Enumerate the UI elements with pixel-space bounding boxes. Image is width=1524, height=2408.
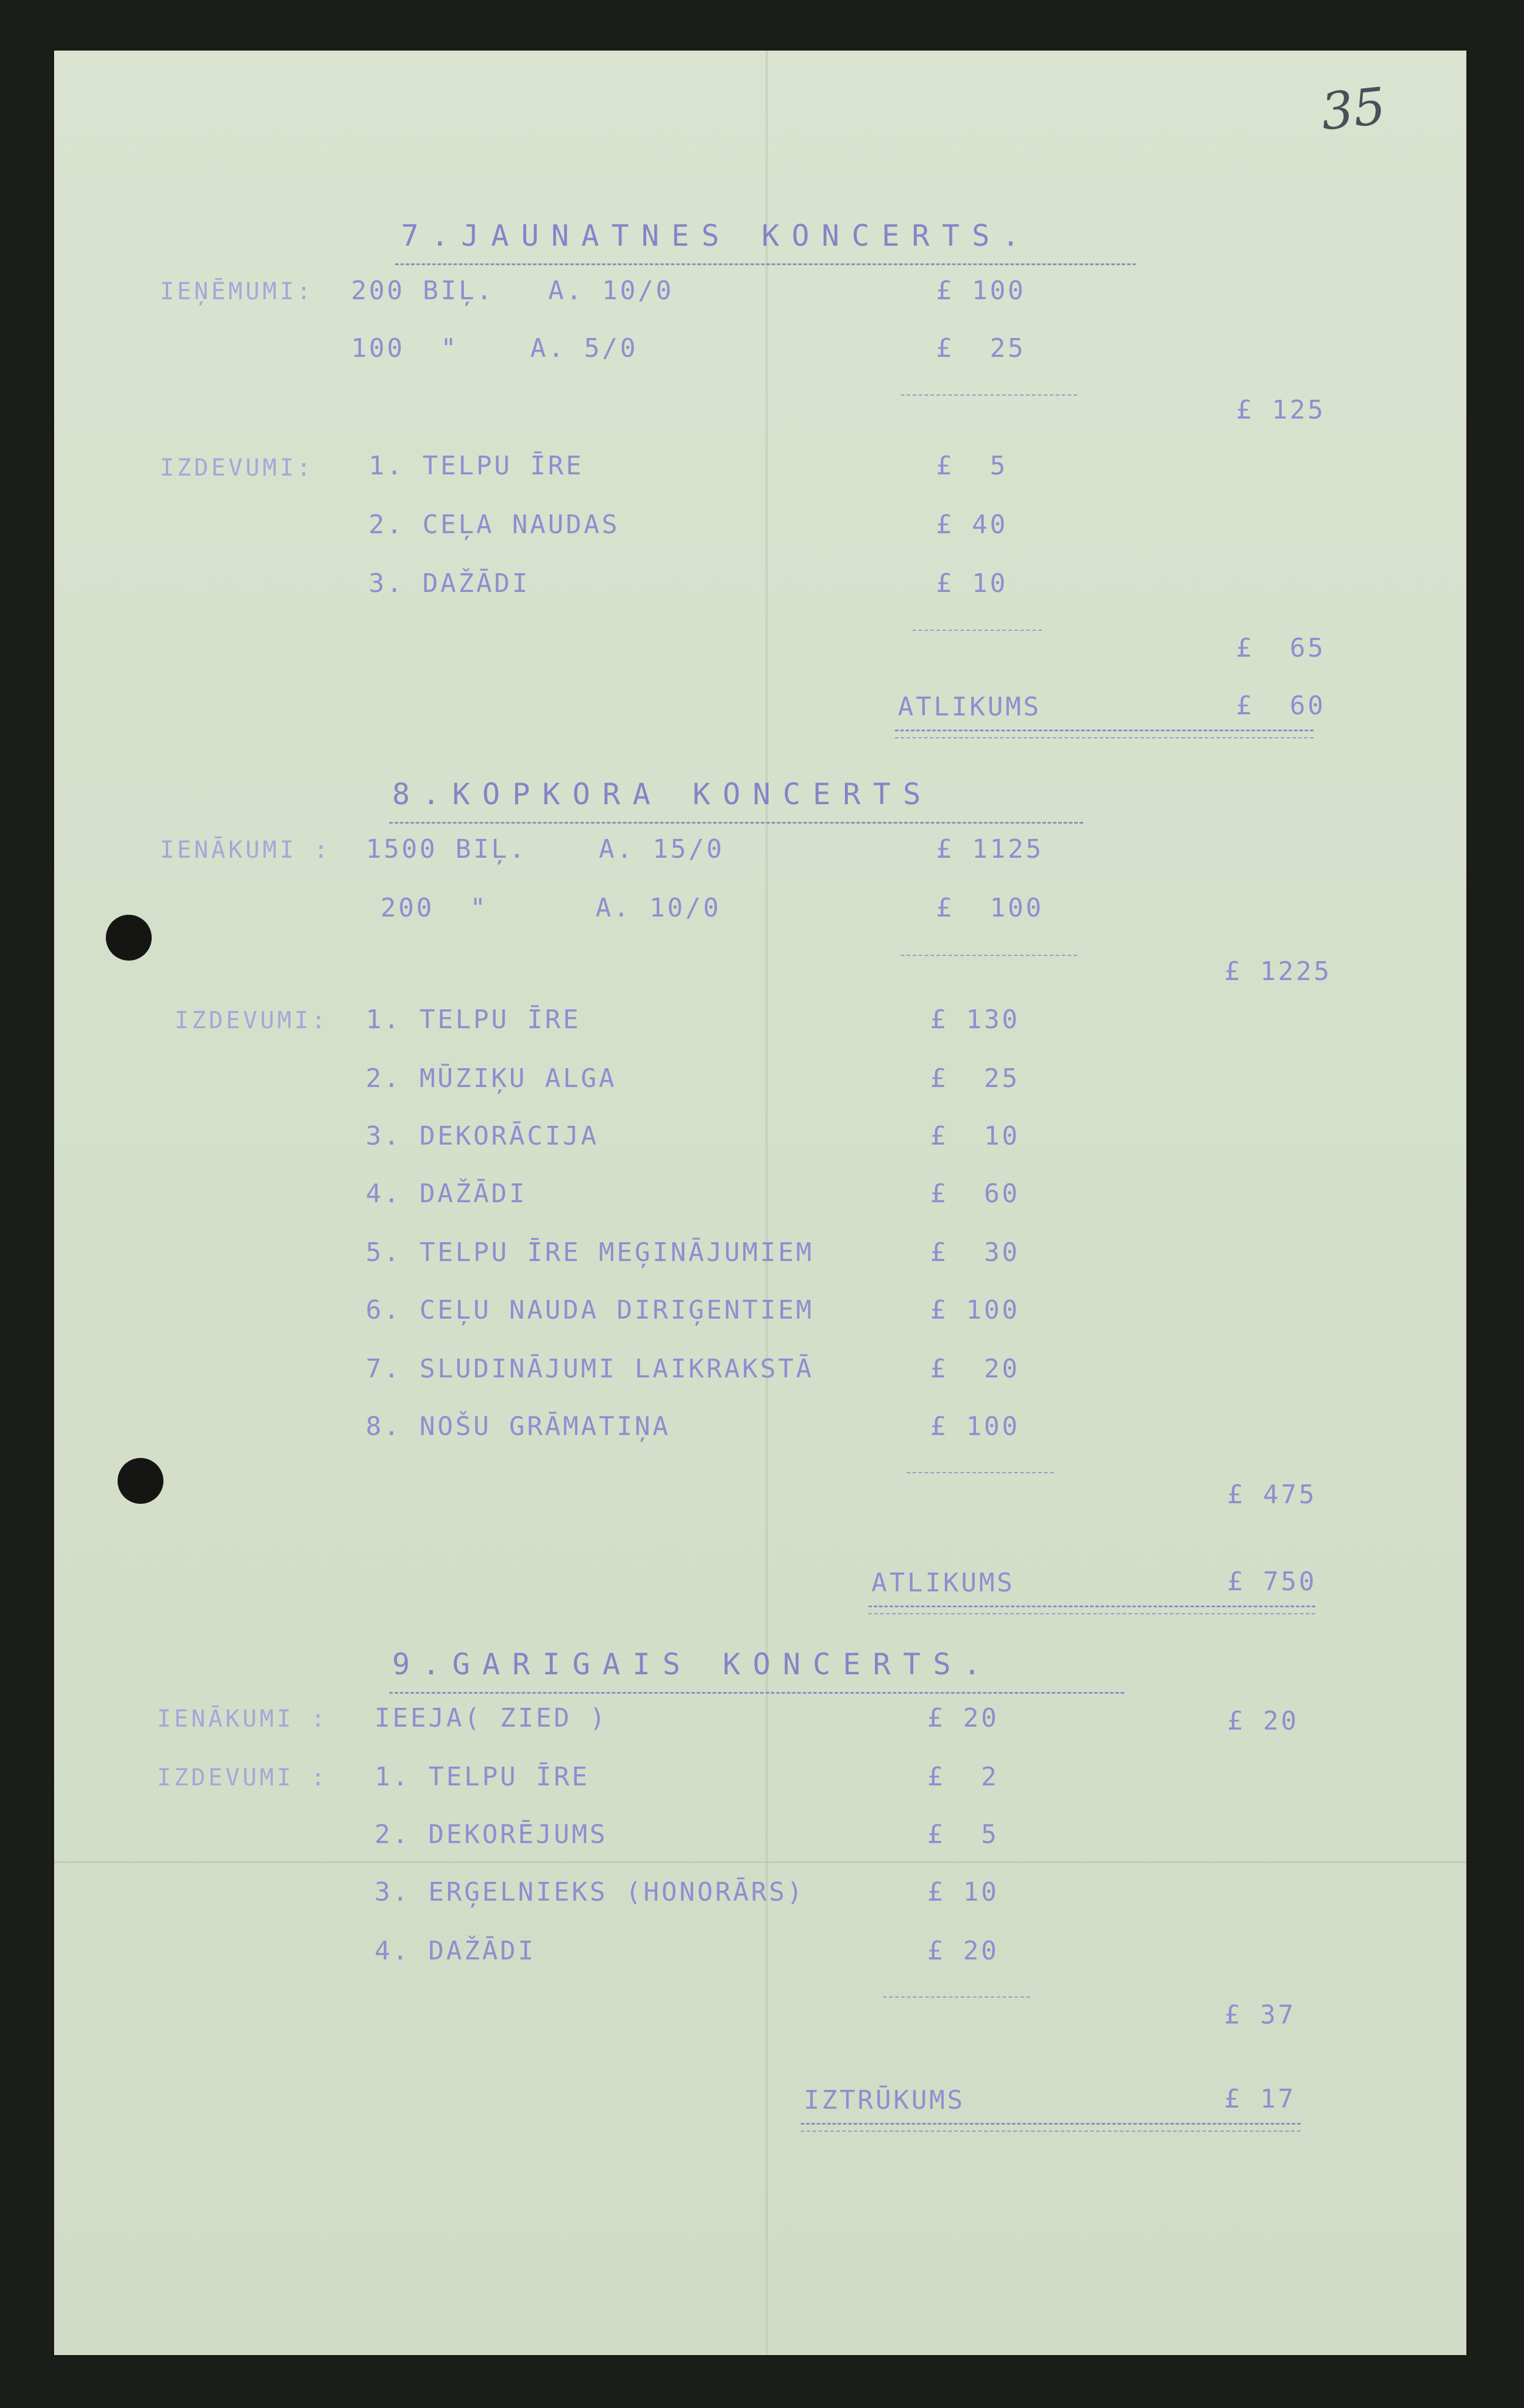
expense-line: 2. DEKORĒJUMS: [375, 1820, 608, 1850]
subtotal-rule: [907, 1472, 1054, 1473]
expense-amount: £ 10: [927, 1877, 999, 1907]
expense-amount: £ 10: [936, 568, 1008, 598]
income-total: £ 1225: [1224, 956, 1332, 986]
expense-line: 3. DAŽĀDI: [369, 568, 530, 598]
expense-line: 3. DEKORĀCIJA: [366, 1121, 599, 1151]
expense-label: IZDEVUMI :: [157, 1764, 328, 1791]
expense-label: IZDEVUMI:: [160, 454, 314, 481]
subtotal-rule: [913, 630, 1042, 631]
income-line: 1500 BIĻ. A. 15/0: [366, 834, 724, 864]
expense-line: 1. TELPU ĪRE: [366, 1005, 581, 1035]
expense-line: 3. ERĢELNIEKS (HONORĀRS): [375, 1877, 805, 1907]
expense-line: 1. TELPU ĪRE: [369, 451, 584, 481]
paper-fold: [54, 1861, 1466, 1863]
expense-amount: £ 30: [930, 1238, 1020, 1267]
income-total: £ 125: [1236, 395, 1326, 425]
title-underline: [389, 1692, 1124, 1694]
expense-amount: £ 5: [927, 1820, 999, 1850]
expense-amount: £ 10: [930, 1121, 1020, 1151]
expense-line: 8. NOŠU GRĀMATIŅA: [366, 1412, 671, 1442]
balance-label: ATLIKUMS: [898, 692, 1041, 722]
deficit-underline: [801, 2123, 1301, 2125]
expense-line: 1. TELPU ĪRE: [375, 1762, 590, 1792]
balance-amount: £ 60: [1236, 691, 1326, 721]
expense-amount: £ 5: [936, 451, 1008, 481]
income-line: 100 " A. 5/0: [351, 333, 638, 363]
expense-amount: £ 100: [930, 1295, 1020, 1325]
income-amount: £ 25: [936, 333, 1026, 363]
expense-total: £ 65: [1236, 633, 1326, 663]
expense-line: 2. MŪZIĶU ALGA: [366, 1063, 617, 1093]
expense-amount: £ 25: [930, 1063, 1020, 1093]
title-underline: [389, 822, 1083, 824]
document-page: [54, 51, 1466, 2355]
expense-label: IZDEVUMI:: [175, 1007, 329, 1034]
balance-label: ATLIKUMS: [871, 1568, 1015, 1598]
expense-amount: £ 20: [927, 1936, 999, 1966]
income-label: IEŅĒMUMI:: [160, 278, 314, 305]
section-title: 9.GARIGAIS KONCERTS.: [392, 1647, 994, 1681]
balance-underline: [895, 730, 1314, 731]
balance-amount: £ 750: [1227, 1567, 1317, 1597]
expense-line: 4. DAŽĀDI: [366, 1179, 527, 1209]
income-label: IENĀKUMI :: [160, 837, 331, 864]
income-amount: £ 20: [927, 1703, 999, 1733]
expense-total: £ 475: [1227, 1480, 1317, 1510]
income-line: 200 BIĻ. A. 10/0: [351, 276, 674, 306]
expense-amount: £ 100: [930, 1412, 1020, 1442]
punch-hole: [118, 1458, 163, 1504]
page-number: 35: [1318, 76, 1389, 142]
deficit-label: IZTRŪKUMS: [804, 2085, 965, 2115]
income-total: £ 20: [1227, 1706, 1299, 1736]
paper-fold: [766, 51, 768, 2355]
expense-amount: £ 20: [930, 1354, 1020, 1384]
expense-line: 2. CEĻA NAUDAS: [369, 510, 620, 540]
income-line: 200 " A. 10/0: [380, 893, 721, 923]
balance-underline: [868, 1606, 1315, 1607]
expense-amount: £ 2: [927, 1762, 999, 1792]
balance-underline: [868, 1613, 1315, 1614]
income-amount: £ 1125: [936, 834, 1044, 864]
income-line: IEEJA( ZIED ): [375, 1703, 608, 1733]
punch-hole: [106, 915, 152, 961]
expense-amount: £ 130: [930, 1005, 1020, 1035]
section-title: 8.KOPKORA KONCERTS: [392, 777, 933, 811]
deficit-underline: [801, 2131, 1301, 2132]
section-title: 7.JAUNATNES KONCERTS.: [401, 219, 1032, 253]
deficit-amount: £ 17: [1224, 2084, 1296, 2114]
expense-line: 4. DAŽĀDI: [375, 1936, 536, 1966]
subtotal-rule: [901, 955, 1077, 956]
income-amount: £ 100: [936, 893, 1044, 923]
income-amount: £ 100: [936, 276, 1026, 306]
title-underline: [395, 263, 1136, 265]
expense-line: 7. SLUDINĀJUMI LAIKRAKSTĀ: [366, 1354, 814, 1384]
subtotal-rule: [883, 1996, 1030, 1998]
expense-amount: £ 40: [936, 510, 1008, 540]
income-label: IENĀKUMI :: [157, 1705, 328, 1733]
expense-total: £ 37: [1224, 2000, 1296, 2030]
subtotal-rule: [901, 394, 1077, 396]
balance-underline: [895, 737, 1314, 738]
expense-amount: £ 60: [930, 1179, 1020, 1209]
expense-line: 5. TELPU ĪRE MEĢINĀJUMIEM: [366, 1238, 814, 1267]
expense-line: 6. CEĻU NAUDA DIRIĢENTIEM: [366, 1295, 814, 1325]
